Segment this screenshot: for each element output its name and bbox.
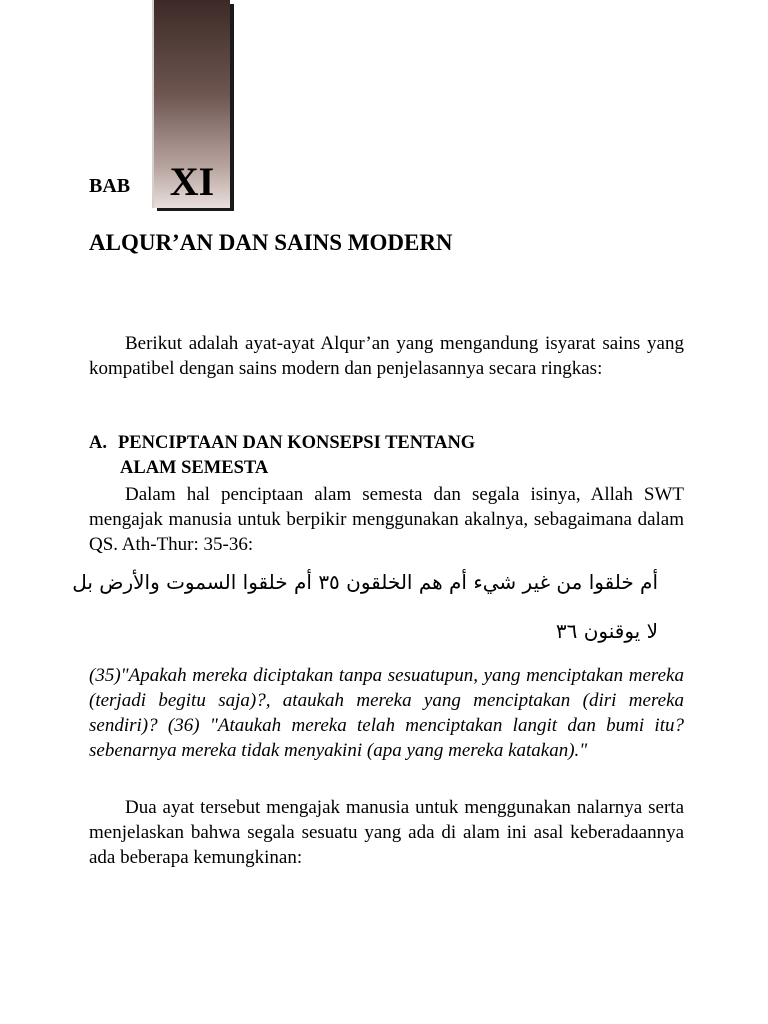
intro-paragraph: Berikut adalah ayat-ayat Alqur’an yang mengandung isyarat sains yang kompatibel dengan sains modern dan penjelasannya secara ringkas: (89, 333, 684, 379)
chapter-label: BAB (89, 175, 131, 197)
chapter-number: XI (169, 159, 215, 204)
chapter-number-box (152, 0, 230, 208)
section-heading-line2: ALAM SEMESTA (120, 458, 269, 478)
closing-paragraph: Dua ayat tersebut mengajak manusia untuk menggunakan nalarnya serta menjelaskan bahwa segala sesuatu yang ada di alam ini asal keberadaannya ada beberapa kemungkinan: (89, 797, 684, 868)
section-letter: A. (89, 433, 107, 453)
arabic-verse-line1: أم خلقوا من غير شيء أم هم الخلقون ٣٥ أم خلقوا السموت والأرض بل (72, 570, 658, 594)
arabic-verse-line2: لا يوقنون ٣٦ (555, 619, 658, 643)
section-heading (89, 431, 475, 481)
section-heading-line1: PENCIPTAAN DAN KONSEPSI TENTANG (118, 433, 476, 453)
verse-translation: (35)"Apakah mereka diciptakan tanpa sesuatupun, yang menciptakan mereka (terjadi begitu saja)?, ataukah mereka yang menciptakan (diri mereka sendiri)? (36) "Ataukah mereka telah menciptakan langit dan bumi itu? sebenarnya mereka tidak menyakini (apa yang mereka katakan)." (89, 665, 684, 761)
chapter-title: ALQUR’AN DAN SAINS MODERN (89, 230, 453, 255)
section-paragraph: Dalam hal penciptaan alam semesta dan segala isinya, Allah SWT mengajak manusia untuk berpikir menggunakan akalnya, sebagaimana dalam QS. Ath-Thur: 35-36: (89, 484, 684, 555)
